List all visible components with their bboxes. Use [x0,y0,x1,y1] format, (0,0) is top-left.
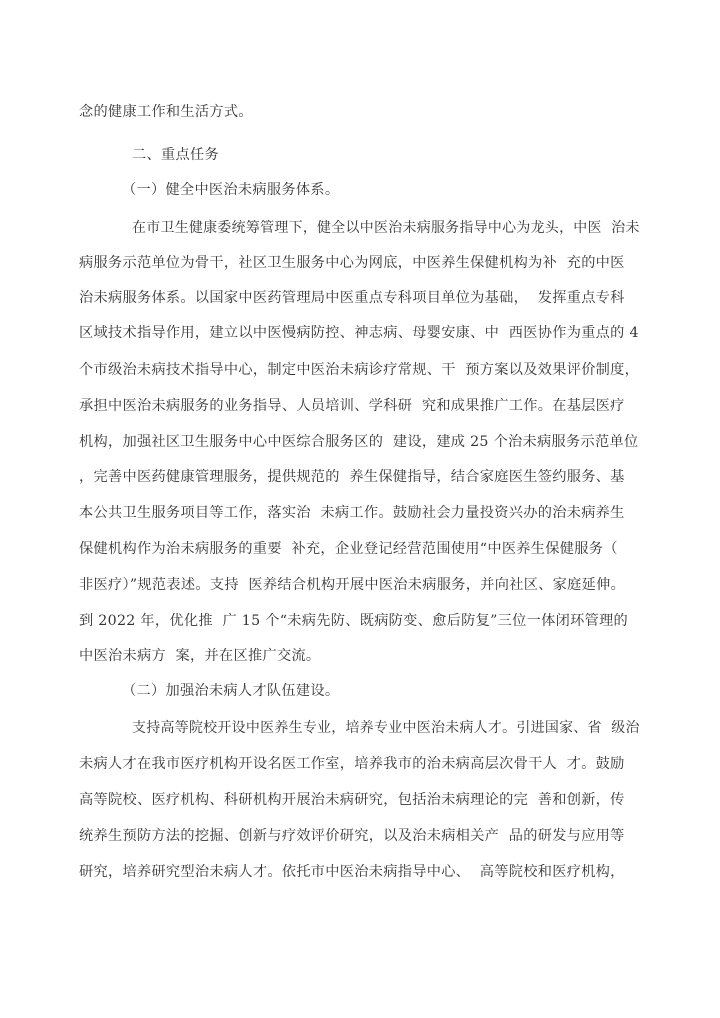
text-line: ，完善中医药健康管理服务，提供规范的 养生保健指导，结合家庭医生签约服务、基 [79,469,625,485]
text-line: 本公共卫生服务项目等工作，落实治 未病工作。鼓励社会力量投资兴办的治未病养生 [79,505,625,521]
text-line: 非医疗）”规范表述。支持 医养结合机构开展中医治未病服务，并向社区、家庭延伸。 [79,577,626,593]
text-line: 到 2022 年，优化推 广 15 个“未病先防、既病防变、愈后防复”三位一体闭环管理的 [79,613,629,629]
text-line: 承担中医治未病服务的业务指导、人员培训、学科研 究和成果推广工作。在基层医疗 [79,398,625,414]
text-line: 治未病服务体系。以国家中医药管理局中医重点专科项目单位为基础， 发挥重点专科 [79,290,625,306]
text-line: 未病人才在我市医疗机构开设名医工作室，培养我市的治未病高层次骨干人 才。鼓励 [79,756,625,772]
text-line: 中医治未病方 案，并在区推广交流。 [79,648,321,664]
text-line: 病服务示范单位为骨干，社区卫生服务中心为网底，中医养生保健机构为补 充的中医 [79,255,625,271]
subsection-heading: （一）健全中医治未病服务体系。 [122,182,340,198]
section-heading: 二、重点任务 [132,147,219,163]
text-line: 研究，培养研究型治未病人才。依托市中医治未病指导中心、 高等院校和医疗机构， [79,864,625,880]
text-line: 机构，加强社区卫生服务中心中医综合服务区的 建设，建成 25 个治未病服务示范单位 [79,434,639,450]
text-line: 统养生预防方法的挖掘、创新与疗效评价研究，以及治未病相关产 品的研发与应用等 [79,828,625,844]
text-line: 支持高等院校开设中医养生专业，培养专业中医治未病人才。引进国家、省 级治 [132,720,640,736]
text-line: 在市卫生健康委统筹管理下，健全以中医治未病服务指导中心为龙头，中医 治未 [132,220,640,236]
text-line: 念的健康工作和生活方式。 [79,104,253,120]
text-line: 区域技术指导作用，建立以中医慢病防控、神志病、母婴安康、中 西医协作为重点的 4 [79,325,639,341]
subsection-heading: （二）加强治未病人才队伍建设。 [122,683,340,699]
text-line: 保健机构作为治未病服务的重要 补充，企业登记经营范围使用“中医养生保健服务（ [79,541,618,557]
text-line: 高等院校、医疗机构、科研机构开展治未病研究，包括治未病理论的完 善和创新，传 [79,792,625,808]
text-line: 个市级治未病技术指导中心，制定中医治未病诊疗常规、干 预方案以及效果评价制度， [79,362,640,378]
